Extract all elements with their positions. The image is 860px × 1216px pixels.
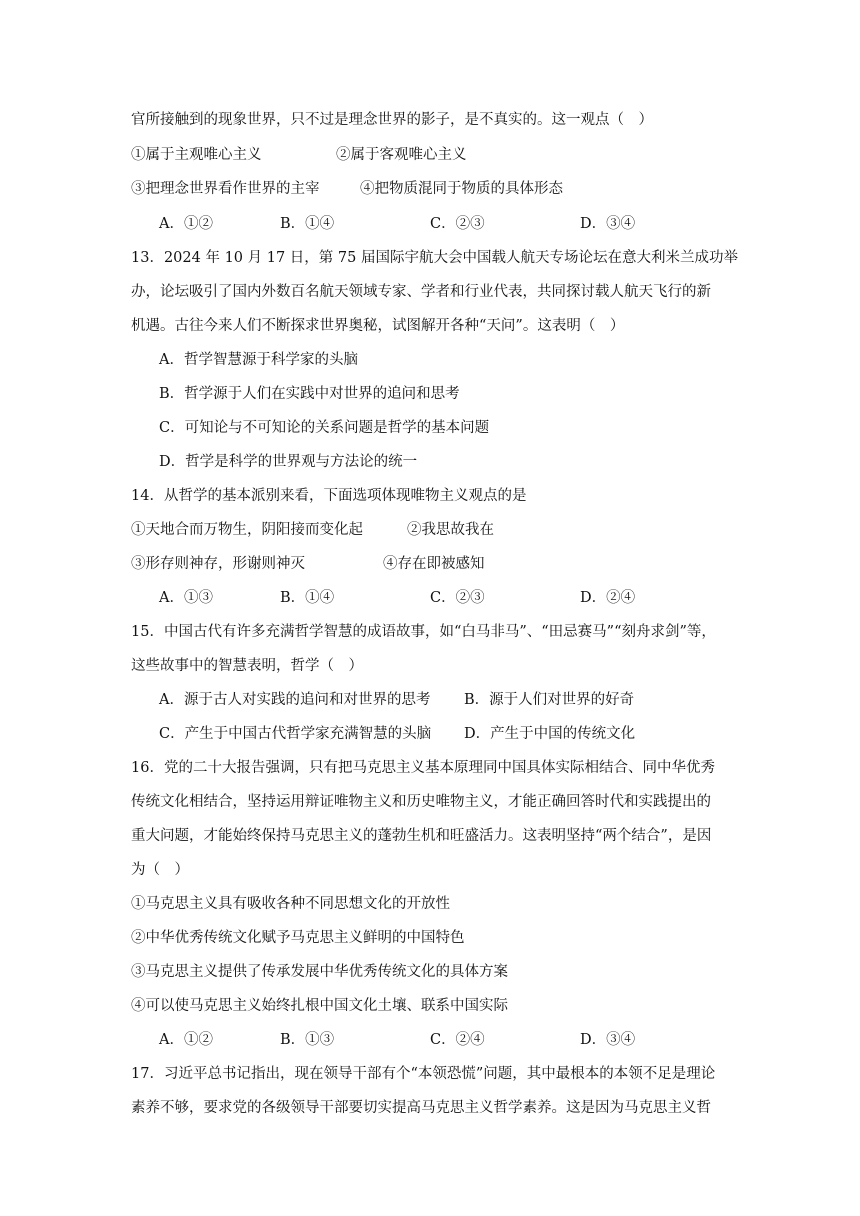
q16-statement-2: ②中华优秀传统文化赋予马克思主义鲜明的中国特色 — [131, 930, 465, 946]
q14-statement-1: ①天地合而万物生，阴阳接而变化起 — [131, 522, 363, 538]
q16-stem-line-2: 传统文化相结合，坚持运用辩证唯物主义和历史唯物主义，才能正确回答时代和实践提出的 — [131, 794, 711, 810]
q12-option-d: D．③④ — [580, 216, 636, 232]
q14-statement-2: ②我思故我在 — [407, 522, 494, 538]
q13-stem-line-2: 办，论坛吸引了国内外数百名航天领域专家、学者和行业代表，共同探讨载人航天飞行的新 — [131, 284, 711, 300]
q13-option-d: D．哲学是科学的世界观与方法论的统一 — [159, 454, 418, 470]
q14-statement-3: ③形存则神存，形谢则神灭 — [131, 556, 305, 572]
q12-statement-2: ②属于客观唯心主义 — [336, 147, 467, 163]
q12-statement-1: ①属于主观唯心主义 — [131, 147, 262, 163]
q14-stem: 14．从哲学的基本派别来看，下面选项体现唯物主义观点的是 — [131, 488, 527, 504]
q12-option-c: C．②③ — [430, 216, 485, 232]
q16-statement-3: ③马克思主义提供了传承发展中华优秀传统文化的具体方案 — [131, 964, 508, 980]
q16-option-d: D．③④ — [580, 1032, 636, 1048]
q12-statement-3: ③把理念世界看作世界的主宰 — [131, 181, 320, 197]
q16-option-a: A．①② — [159, 1032, 213, 1048]
q14-option-a: A．①③ — [159, 590, 213, 606]
q15-option-a: A．源于古人对实践的追问和对世界的思考 — [159, 692, 431, 708]
q16-option-c: C．②④ — [430, 1032, 485, 1048]
q12-option-b: B．①④ — [280, 216, 335, 232]
q13-option-a: A．哲学智慧源于科学家的头脑 — [159, 352, 358, 368]
q15-stem-line-2: 这些故事中的智慧表明，哲学（ ） — [131, 658, 363, 674]
q15-option-c: C．产生于中国古代哲学家充满智慧的头脑 — [159, 726, 432, 742]
q14-option-b: B．①④ — [280, 590, 335, 606]
q12-option-a: A．①② — [159, 216, 213, 232]
q14-statement-4: ④存在即被感知 — [383, 556, 485, 572]
q15-stem-line-1: 15．中国古代有许多充满哲学智慧的成语故事，如“白马非马”、“田忌赛马”“刻舟求剑”等， — [131, 624, 716, 640]
q17-stem-line-1: 17．习近平总书记指出，现在领导干部有个“本领恐慌”问题，其中最根本的本领不足是理论 — [131, 1066, 716, 1082]
q16-statement-1: ①马克思主义具有吸收各种不同思想文化的开放性 — [131, 896, 450, 912]
q14-option-d: D．②④ — [580, 590, 636, 606]
q16-statement-4: ④可以使马克思主义始终扎根中国文化土壤、联系中国实际 — [131, 998, 508, 1014]
q13-stem-line-3: 机遇。古往今来人们不断探求世界奥秘，试图解开各种“天问”。这表明（ ） — [131, 318, 625, 334]
q17-stem-line-2: 素养不够，要求党的各级领导干部要切实提高马克思主义哲学素养。这是因为马克思主义哲 — [131, 1100, 711, 1116]
q14-option-c: C．②③ — [430, 590, 485, 606]
q16-stem-line-1: 16．党的二十大报告强调，只有把马克思主义基本原理同中国具体实际相结合、同中华优秀 — [131, 760, 715, 776]
q12-stem-continued: 官所接触到的现象世界，只不过是理念世界的影子，是不真实的。这一观点（ ） — [131, 112, 653, 128]
q16-option-b: B．①③ — [280, 1032, 335, 1048]
q13-option-c: C．可知论与不可知论的关系问题是哲学的基本问题 — [159, 420, 490, 436]
q15-option-b: B．源于人们对世界的好奇 — [464, 692, 635, 708]
q15-option-d: D．产生于中国的传统文化 — [464, 726, 636, 742]
q13-option-b: B．哲学源于人们在实践中对世界的追问和思考 — [159, 386, 460, 402]
q16-stem-line-3: 重大问题，才能始终保持马克思主义的蓬勃生机和旺盛活力。这表明坚持“两个结合”，是因 — [131, 828, 712, 844]
q12-statement-4: ④把物质混同于物质的具体形态 — [360, 181, 563, 197]
q13-stem-line-1: 13．2024 年 10 月 17 日，第 75 届国际宇航大会中国载人航天专场论坛在意大利米兰成功举 — [131, 250, 738, 266]
q16-stem-line-4: 为（ ） — [131, 862, 189, 878]
